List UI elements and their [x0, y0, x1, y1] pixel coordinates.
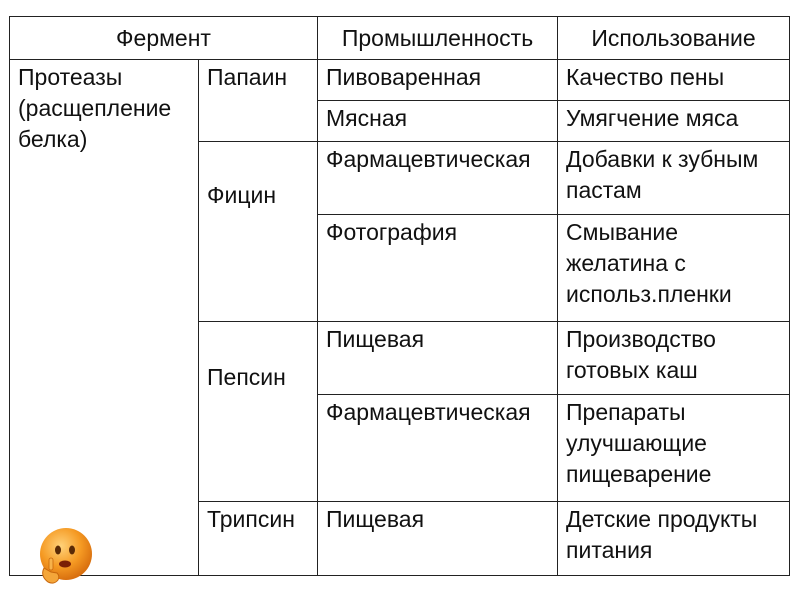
industry-cell	[318, 101, 558, 142]
group-label-cell	[10, 60, 199, 576]
usage-line: Производство	[566, 326, 716, 352]
usage-line: улучшающие	[566, 430, 707, 456]
industry-cell	[318, 395, 558, 502]
industry-text: Пищевая	[326, 326, 425, 352]
group-label-line: (расщепление	[18, 95, 172, 121]
enzyme-name: Трипсин	[207, 506, 295, 532]
usage-cell	[558, 322, 790, 395]
usage-line: Умягчение мяса	[566, 105, 739, 131]
industry-cell	[318, 502, 558, 576]
enzyme-name-cell	[199, 142, 318, 322]
header-enzyme: Фермент	[10, 17, 318, 60]
usage-line: пастам	[566, 177, 642, 203]
usage-line: Качество пены	[566, 64, 725, 90]
industry-text: Мясная	[326, 105, 408, 131]
industry-cell	[318, 60, 558, 101]
group-label-line: белка)	[18, 126, 88, 152]
usage-line: Детские продукты	[566, 506, 758, 532]
usage-line: Добавки к зубным	[566, 146, 759, 172]
usage-line: Смывание	[566, 219, 679, 245]
enzyme-name: Папаин	[207, 64, 288, 90]
enzyme-table	[9, 16, 790, 576]
enzyme-name: Фицин	[207, 182, 277, 208]
header-usage: Использование	[558, 17, 790, 60]
industry-text: Пивоваренная	[326, 64, 482, 90]
industry-cell	[318, 142, 558, 215]
usage-cell	[558, 142, 790, 215]
group-label-line: Протеазы	[18, 64, 123, 90]
industry-text: Фотография	[326, 219, 458, 245]
enzyme-name-cell	[199, 322, 318, 502]
header-industry: Промышленность	[318, 17, 558, 60]
usage-cell	[558, 395, 790, 502]
usage-line: использ.пленки	[566, 281, 732, 307]
industry-cell	[318, 322, 558, 395]
industry-text: Пищевая	[326, 506, 425, 532]
usage-line: питания	[566, 537, 653, 563]
usage-line: желатина с	[566, 250, 686, 276]
industry-cell	[318, 215, 558, 322]
usage-cell	[558, 101, 790, 142]
usage-cell	[558, 60, 790, 101]
table-row	[10, 60, 790, 101]
usage-line: пищеварение	[566, 461, 712, 487]
usage-line: готовых каш	[566, 357, 698, 383]
enzyme-name: Пепсин	[207, 364, 286, 390]
enzyme-name-cell	[199, 60, 318, 142]
industry-text: Фармацевтическая	[326, 399, 531, 425]
enzyme-name-cell	[199, 502, 318, 576]
usage-cell	[558, 215, 790, 322]
header-row	[10, 17, 790, 60]
usage-line: Препараты	[566, 399, 686, 425]
industry-text: Фармацевтическая	[326, 146, 531, 172]
smiley-thinking-icon	[32, 524, 96, 588]
usage-cell	[558, 502, 790, 576]
